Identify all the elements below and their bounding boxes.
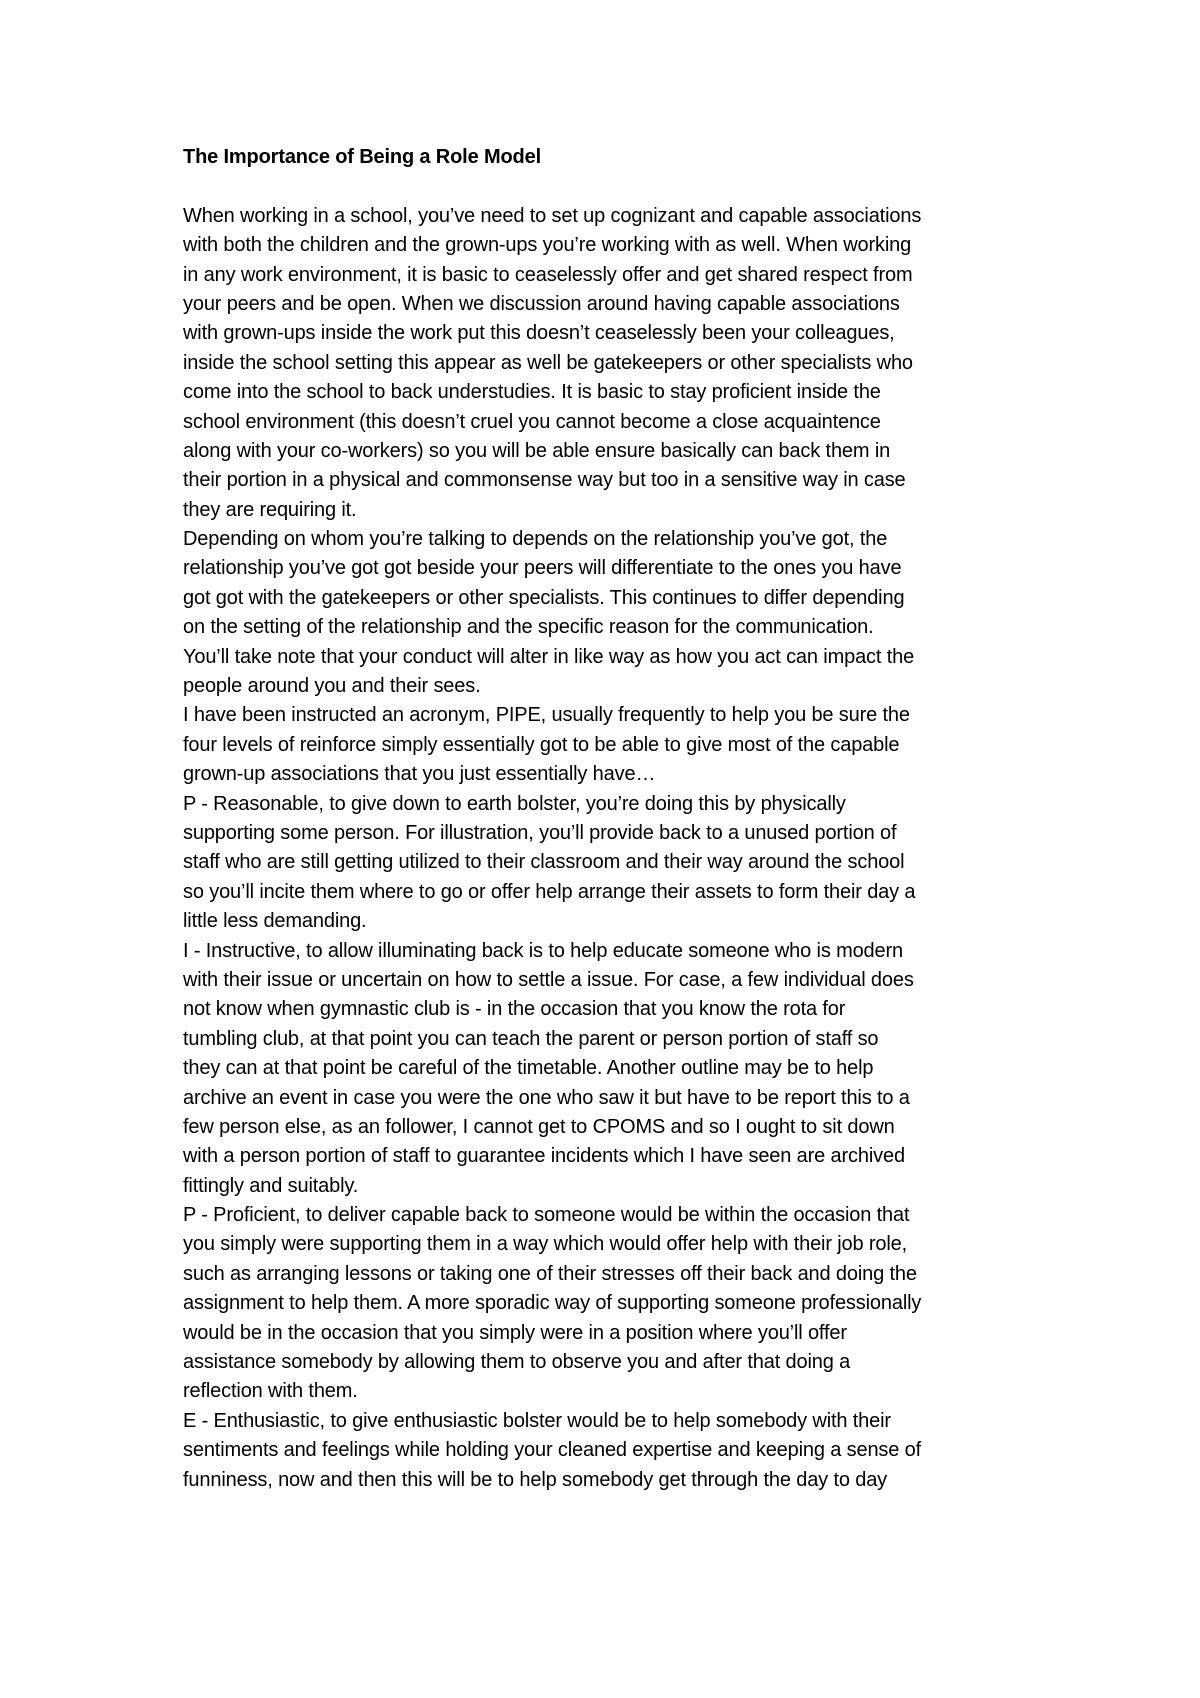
document-body: [183, 143, 1043, 1495]
text-line: with their issue or uncertain on how to settle a issue. For case, a few individual does: [183, 968, 914, 991]
text-line: not know when gymnastic club is - in the occasion that you know the rota for: [183, 998, 846, 1021]
text-line: assignment to help them. A more sporadic way of supporting someone professionally: [183, 1292, 922, 1315]
text-line: funniness, now and then this will be to help somebody get through the day to day: [183, 1468, 888, 1491]
text-line: along with your co-workers) so you will be able ensure basically can back them in: [183, 439, 891, 462]
paragraph: [183, 525, 1043, 701]
text-line: Depending on whom you’re talking to depends on the relationship you’ve got, the: [183, 528, 888, 551]
text-line: they can at that point be careful of the timetable. Another outline may be to help: [183, 1057, 874, 1080]
text-line: their portion in a physical and commonsense way but too in a sensitive way in case: [183, 469, 906, 492]
paragraph: [183, 790, 1043, 937]
text-line: staff who are still getting utilized to their classroom and their way around the school: [183, 851, 905, 874]
text-line: I - Instructive, to allow illuminating back is to help educate someone who is modern: [183, 939, 903, 962]
text-line: sentiments and feelings while holding your cleaned expertise and keeping a sense of: [183, 1439, 922, 1462]
text-line: with grown-ups inside the work put this doesn’t ceaselessly been your colleagues,: [183, 322, 895, 345]
paragraph: [183, 701, 1043, 789]
text-line: would be in the occasion that you simply were in a position where you’ll offer: [183, 1321, 847, 1344]
text-line: so you’ll incite them where to go or offer help arrange their assets to form their day a: [183, 880, 916, 903]
paragraph: [183, 1407, 1043, 1495]
text-line: you simply were supporting them in a way which would offer help with their job role,: [183, 1233, 908, 1256]
text-line: P - Reasonable, to give down to earth bolster, you’re doing this by physically: [183, 792, 846, 815]
text-line: people around you and their sees.: [183, 675, 481, 698]
text-line: school environment (this doesn’t cruel you cannot become a close acquaintence: [183, 410, 881, 433]
text-line: on the setting of the relationship and the specific reason for the communication.: [183, 616, 874, 639]
text-line: When working in a school, you’ve need to set up cognizant and capable associations: [183, 204, 922, 227]
text-line: come into the school to back understudies. It is basic to stay proficient inside the: [183, 381, 881, 404]
text-line: four levels of reinforce simply essentially got to be able to give most of the capable: [183, 733, 900, 756]
text-line: your peers and be open. When we discussion around having capable associations: [183, 292, 900, 315]
text-line: little less demanding.: [183, 910, 367, 933]
text-line: grown-up associations that you just essentially have…: [183, 763, 656, 786]
text-line: relationship you’ve got got beside your peers will differentiate to the ones you have: [183, 557, 902, 580]
text-line: assistance somebody by allowing them to observe you and after that doing a: [183, 1351, 851, 1374]
text-line: few person else, as an follower, I cannot get to CPOMS and so I ought to sit down: [183, 1115, 895, 1138]
text-line: supporting some person. For illustration, you’ll provide back to a unused portion of: [183, 822, 897, 844]
text-line: got got with the gatekeepers or other specialists. This continues to differ depending: [183, 586, 905, 609]
paragraph: [183, 1201, 1043, 1407]
text-line: reflection with them.: [183, 1380, 358, 1403]
text-line: in any work environment, it is basic to ceaselessly offer and get shared respect from: [183, 263, 913, 286]
text-line: with both the children and the grown-ups you’re working with as well. When working: [183, 234, 912, 257]
paragraph-list: [183, 202, 1043, 1495]
text-line: archive an event in case you were the one who saw it but have to be report this to a: [183, 1086, 910, 1109]
text-line: You’ll take note that your conduct will alter in like way as how you act can impact the: [183, 645, 915, 668]
text-line: inside the school setting this appear as well be gatekeepers or other specialists who: [183, 351, 913, 374]
text-line: with a person portion of staff to guarantee incidents which I have seen are archived: [183, 1145, 905, 1168]
text-line: P - Proficient, to deliver capable back to someone would be within the occasion that: [183, 1204, 910, 1227]
text-line: such as arranging lessons or taking one of their stresses off their back and doing the: [183, 1262, 917, 1285]
paragraph: [183, 937, 1043, 1202]
text-line: fittingly and suitably.: [183, 1174, 359, 1197]
text-line: E - Enthusiastic, to give enthusiastic bolster would be to help somebody with their: [183, 1409, 891, 1432]
document-title: The Importance of Being a Role Model: [183, 146, 541, 168]
text-line: I have been instructed an acronym, PIPE, usually frequently to help you be sure the: [183, 704, 910, 727]
paragraph: [183, 202, 1043, 525]
text-line: tumbling club, at that point you can teach the parent or person portion of staff so: [183, 1027, 879, 1050]
text-line: they are requiring it.: [183, 498, 357, 521]
